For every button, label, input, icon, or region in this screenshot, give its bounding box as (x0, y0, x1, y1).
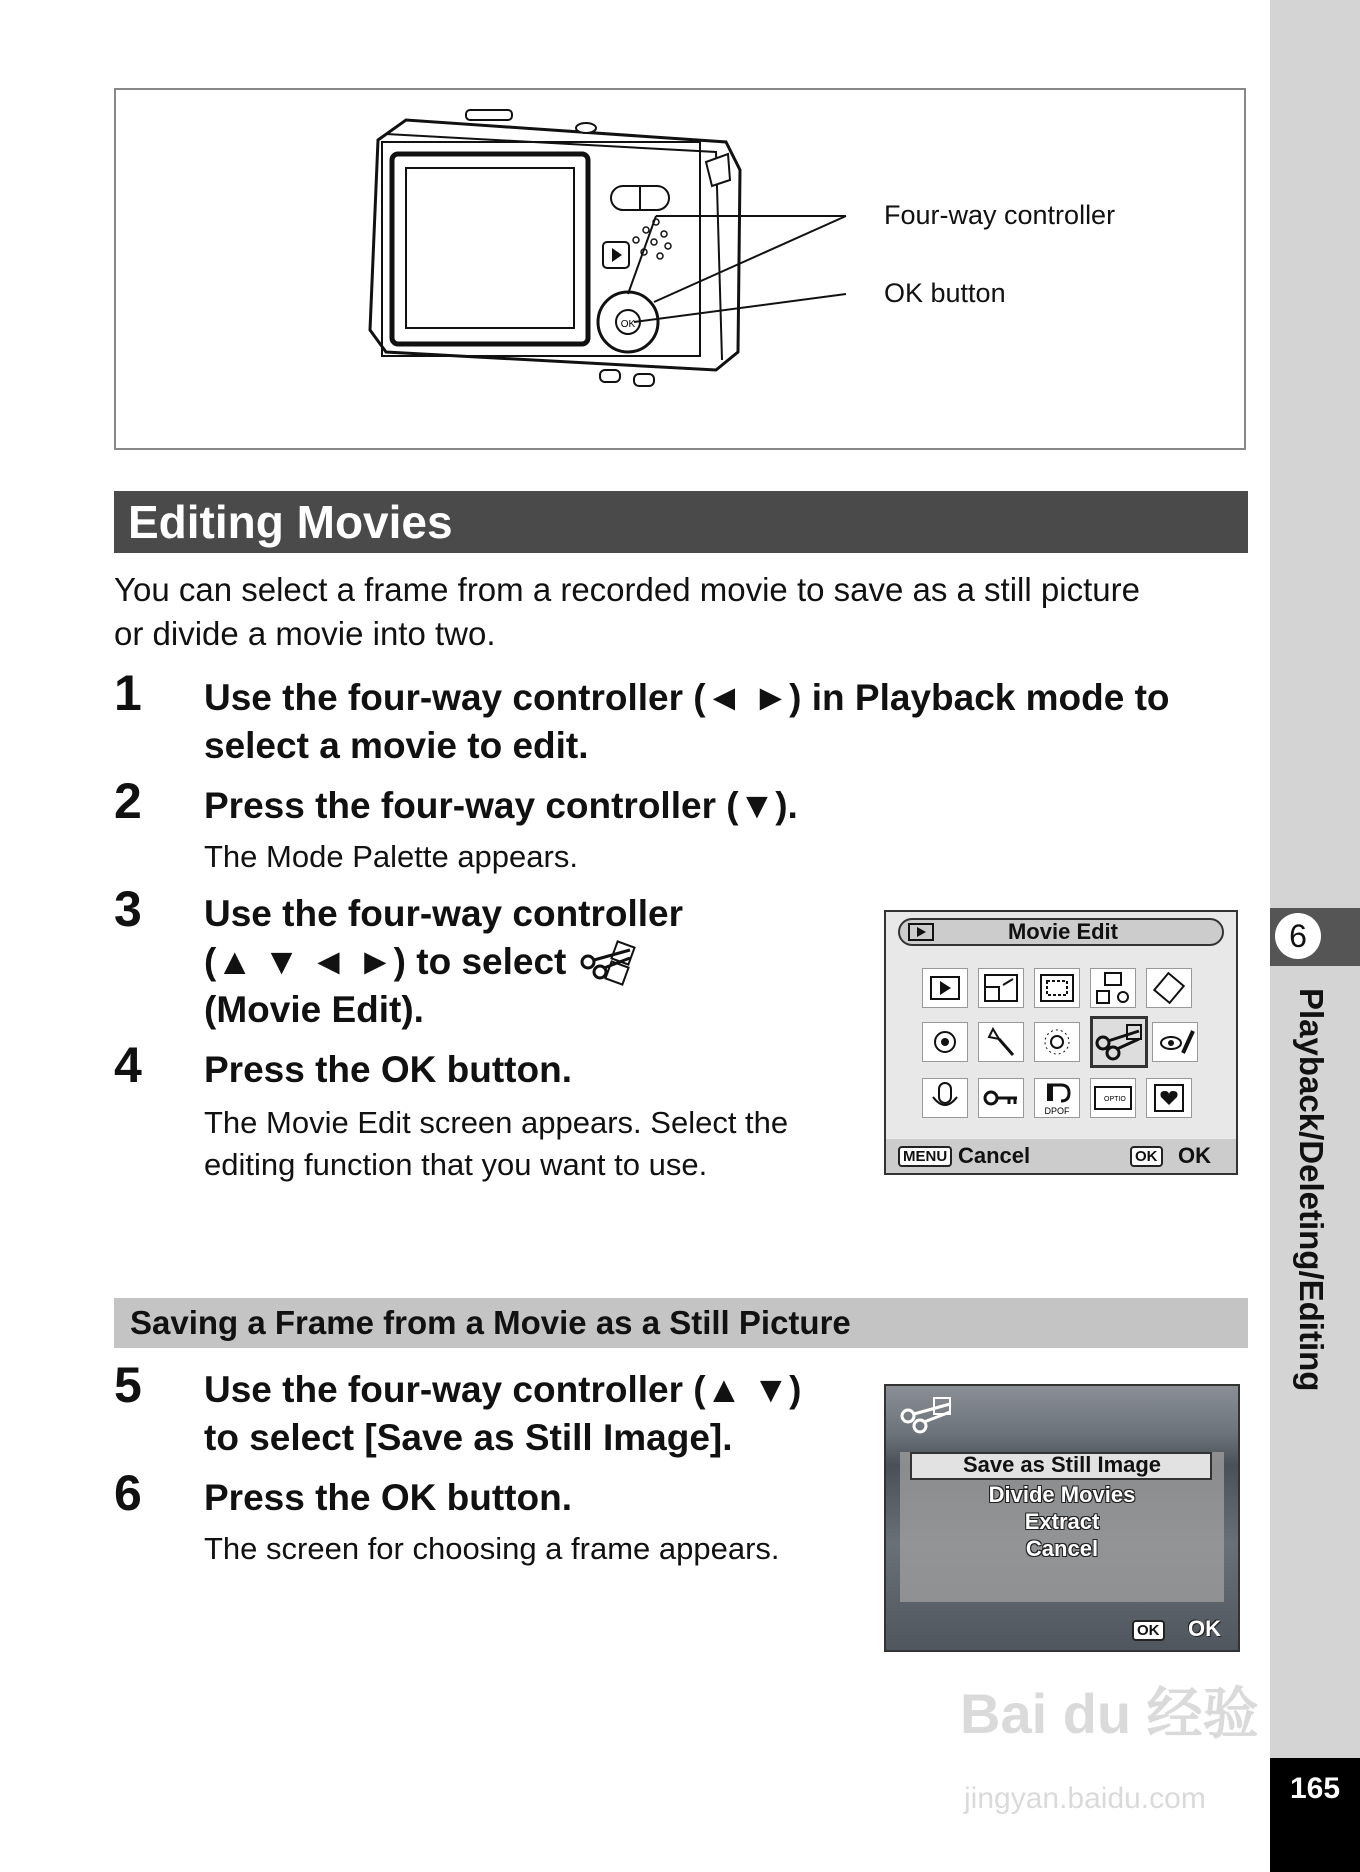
svg-text:DPOF: DPOF (1044, 1106, 1070, 1116)
palette-footer (886, 1139, 1236, 1173)
step-1-line-2: select a movie to edit. (204, 725, 589, 766)
step-number-6: 6 (114, 1465, 142, 1521)
chapter-title: Playback/Deleting/Editing (1293, 988, 1330, 1392)
step-number-1: 1 (114, 665, 142, 721)
protect-icon[interactable] (978, 1078, 1024, 1118)
movie-edit-icon (578, 940, 638, 986)
cropping-icon[interactable] (1034, 968, 1080, 1008)
callout-ok-button: OK button (884, 278, 1006, 308)
menu-key-tag: MENU (898, 1146, 952, 1167)
menu-item-cancel[interactable]: Cancel (1025, 1536, 1099, 1561)
step-3-line-1: Use the four-way controller (204, 893, 684, 934)
menu-item-extract[interactable]: Extract (1024, 1509, 1100, 1534)
rotate-icon[interactable] (1146, 968, 1192, 1008)
voice-memo-icon[interactable] (922, 1078, 968, 1118)
palette-title: Movie Edit (1007, 919, 1118, 944)
movie-edit-ok-label[interactable]: OK (1188, 1616, 1221, 1641)
ok-key-tag: OK (1130, 1146, 1163, 1167)
callout-four-way-controller: Four-way controller (884, 200, 1116, 230)
step-2-line-1: Press the four-way controller (▼). (204, 785, 798, 826)
red-eye-edit-icon[interactable] (1152, 1022, 1198, 1062)
intro-line-1: You can select a frame from a recorded movie to save as a still picture (114, 571, 1140, 608)
frame-composite-icon[interactable] (1146, 1078, 1192, 1118)
resize-icon[interactable] (978, 968, 1024, 1008)
step-3-line-3: (Movie Edit). (204, 989, 424, 1030)
camera-figure (114, 88, 1246, 450)
movie-edit-palette-icon[interactable] (1090, 1016, 1148, 1068)
menu-item-save-as-still-image[interactable]: Save as Still Image (962, 1452, 1162, 1477)
watermark-url: jingyan.baidu.com (964, 1782, 1206, 1815)
chapter-number: 6 (1275, 913, 1321, 959)
step-1-line-1: Use the four-way controller (◄ ►) in Playback mode to (204, 677, 1170, 718)
ok-key-tag: OK (1132, 1620, 1165, 1641)
brightness-filter-icon[interactable] (1034, 1022, 1080, 1062)
subsection-heading (114, 1298, 1248, 1348)
step-5-line-1: Use the four-way controller (▲ ▼) (204, 1369, 802, 1410)
movie-edit-menu (900, 1452, 1224, 1602)
mode-palette-screen (884, 910, 1238, 1175)
palette-title-bar (898, 918, 1224, 946)
movie-edit-screen-icon (898, 1394, 958, 1440)
intro-line-2: or divide a movie into two. (114, 615, 496, 652)
step-5-line-2: to select [Save as Still Image]. (204, 1417, 733, 1458)
step-4-note-1: The Movie Edit screen appears. Select the (204, 1105, 789, 1140)
digital-filter-icon[interactable] (978, 1022, 1024, 1062)
color-filter-icon[interactable] (922, 1022, 968, 1062)
image-copy-icon[interactable] (1090, 968, 1136, 1008)
step-4-note-2: editing function that you want to use. (204, 1147, 708, 1182)
step-6-line-1: Press the OK button. (204, 1477, 572, 1518)
section-title: Editing Movies (128, 496, 453, 548)
start-up-screen-icon[interactable] (1090, 1078, 1136, 1118)
step-3-line-2: (▲ ▼ ◄ ►) to select (204, 941, 567, 982)
dpof-icon[interactable] (1034, 1078, 1080, 1118)
slideshow-icon[interactable] (922, 968, 968, 1008)
section-heading (114, 491, 1248, 553)
step-2-note: The Mode Palette appears. (204, 839, 578, 874)
movie-edit-screen (884, 1384, 1240, 1652)
baidu-watermark: Bai du 经验 (960, 1682, 1259, 1745)
page-number: 165 (1289, 1772, 1341, 1805)
svg-text:OPTIO: OPTIO (1104, 1096, 1126, 1103)
step-6-note: The screen for choosing a frame appears. (204, 1531, 780, 1566)
step-number-3: 3 (114, 881, 142, 937)
step-number-4: 4 (114, 1037, 142, 1093)
palette-ok-label[interactable]: OK (1178, 1143, 1211, 1168)
subsection-title: Saving a Frame from a Movie as a Still Picture (130, 1304, 851, 1341)
step-number-5: 5 (114, 1357, 142, 1413)
svg-text:OK: OK (620, 319, 636, 330)
palette-cancel-label[interactable]: Cancel (958, 1143, 1031, 1168)
menu-item-divide-movies[interactable]: Divide Movies (988, 1482, 1136, 1507)
step-4-line-1: Press the OK button. (204, 1049, 572, 1090)
camera-illustration (116, 90, 1244, 448)
step-number-2: 2 (114, 773, 142, 829)
